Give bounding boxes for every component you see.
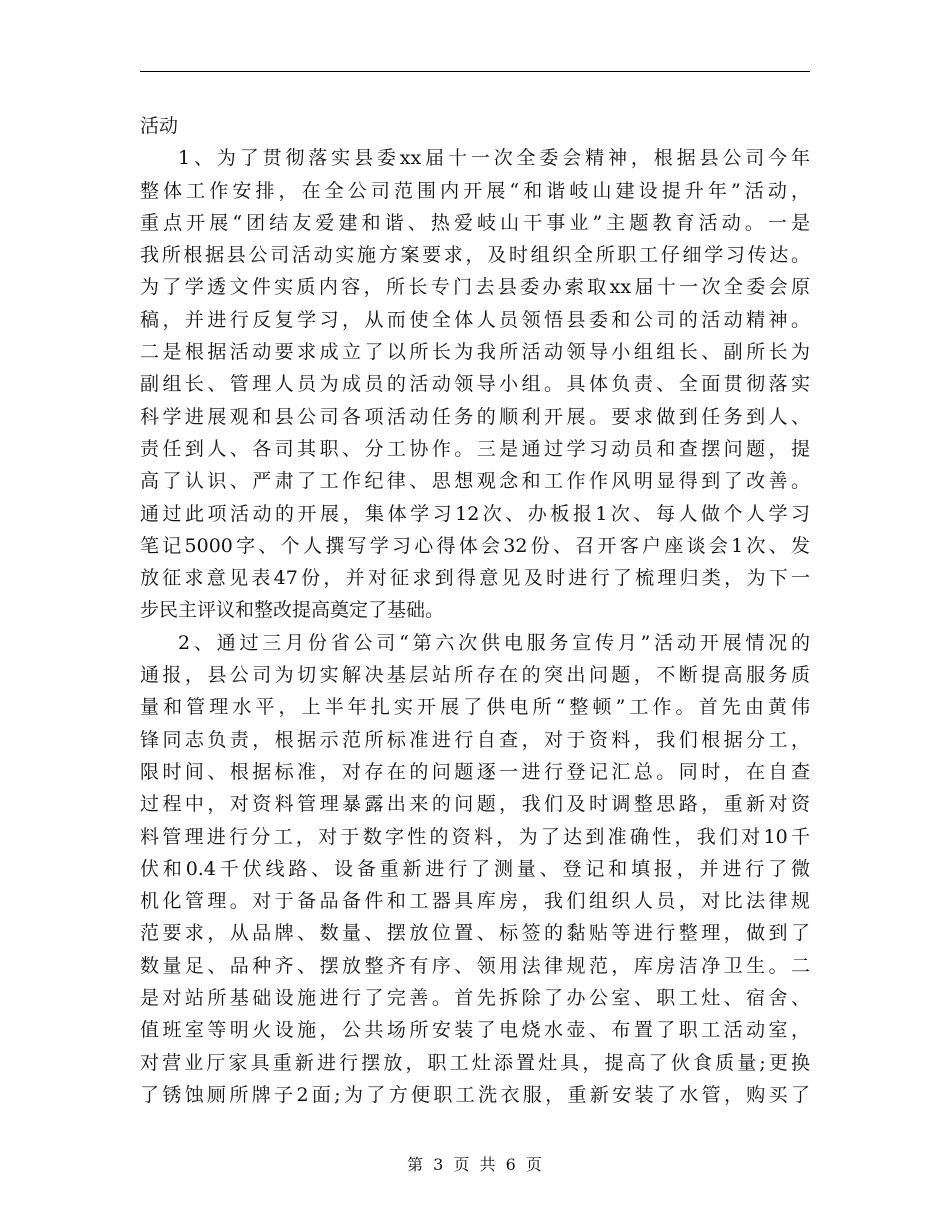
header-rule <box>140 71 810 72</box>
text-line: 科学进展观和县公司各项活动任务的顺利开展。要求做到任务到人、 <box>140 405 810 428</box>
text-line: 二是根据活动要求成立了以所长为我所活动领导小组组长、副所长为 <box>140 341 810 364</box>
page-number-footer: 第 3 页 共 6 页 <box>407 1155 543 1174</box>
text-line: 量和管理水平，上半年扎实开展了供电所“整顿”工作。首先由黄伟 <box>140 696 810 719</box>
text-line: 我所根据县公司活动实施方案要求，及时组织全所职工仔细学习传达。 <box>140 244 810 267</box>
text-line: 机化管理。对于备品备件和工器具库房，我们组织人员，对比法律规 <box>140 890 810 913</box>
text-line: 重点开展“团结友爱建和谐、热爱岐山干事业”主题教育活动。一是 <box>140 211 810 234</box>
text-line: 高了认识、严肃了工作纪律、思想观念和工作作风明显得到了改善。 <box>140 470 810 493</box>
text-line: 数量足、品种齐、摆放整齐有序、领用法律规范，库房洁净卫生。二 <box>140 954 810 977</box>
text-line: 放征求意见表47份，并对征求到得意见及时进行了梳理归类，为下一 <box>140 567 810 590</box>
text-line: 伏和0.4千伏线路、设备重新进行了测量、登记和填报，并进行了微 <box>140 857 810 880</box>
text-line: 为了学透文件实质内容，所长专门去县委办索取xx届十一次全委会原 <box>140 276 810 299</box>
text-line: 范要求，从品牌、数量、摆放位置、标签的黏贴等进行整理，做到了 <box>140 922 810 945</box>
text-line: 责任到人、各司其职、分工协作。三是通过学习动员和查摆问题，提 <box>140 437 810 460</box>
text-line: 过程中，对资料管理暴露出来的问题，我们及时调整思路，重新对资 <box>140 793 810 816</box>
text-line: 了锈蚀厕所牌子2面;为了方便职工洗衣服，重新安装了水管，购买了 <box>140 1083 810 1106</box>
text-line: 锋同志负责，根据示范所标准进行自查，对于资料，我们根据分工， <box>140 728 810 751</box>
text-line: 通报，县公司为切实解决基层站所存在的突出问题，不断提高服务质 <box>140 664 810 687</box>
text-line: 限时间、根据标准，对存在的问题逐一进行登记汇总。同时，在自查 <box>140 760 810 783</box>
text-line: 稿，并进行反复学习，从而使全体人员领悟县委和公司的活动精神。 <box>140 308 810 331</box>
text-line: 值班室等明火设施，公共场所安装了电烧水壶、布置了职工活动室， <box>140 1019 810 1042</box>
text-line: 步民主评议和整改提高奠定了基础。 <box>140 599 445 622</box>
text-line: 料管理进行分工，对于数字性的资料，为了达到准确性，我们对10千 <box>140 825 810 848</box>
text-line: 2、通过三月份省公司“第六次供电服务宣传月”活动开展情况的 <box>178 631 810 654</box>
text-line: 是对站所基础设施进行了完善。首先拆除了办公室、职工灶、宿舍、 <box>140 987 810 1010</box>
text-line: 整体工作安排，在全公司范围内开展“和谐岐山建设提升年”活动， <box>140 179 810 202</box>
text-line: 副组长、管理人员为成员的活动领导小组。具体负责、全面贯彻落实 <box>140 373 810 396</box>
text-line: 对营业厅家具重新进行摆放，职工灶添置灶具，提高了伙食质量;更换 <box>140 1051 810 1074</box>
text-line: 1、为了贯彻落实县委xx届十一次全委会精神，根据县公司今年 <box>178 147 810 170</box>
text-line: 活动 <box>140 115 179 137</box>
document-body <box>140 110 810 1111</box>
text-line: 通过此项活动的开展，集体学习12次、办板报1次、每人做个人学习 <box>140 502 810 525</box>
text-line: 笔记5000字、个人撰写学习心得体会32份、召开客户座谈会1次、发 <box>140 534 810 557</box>
